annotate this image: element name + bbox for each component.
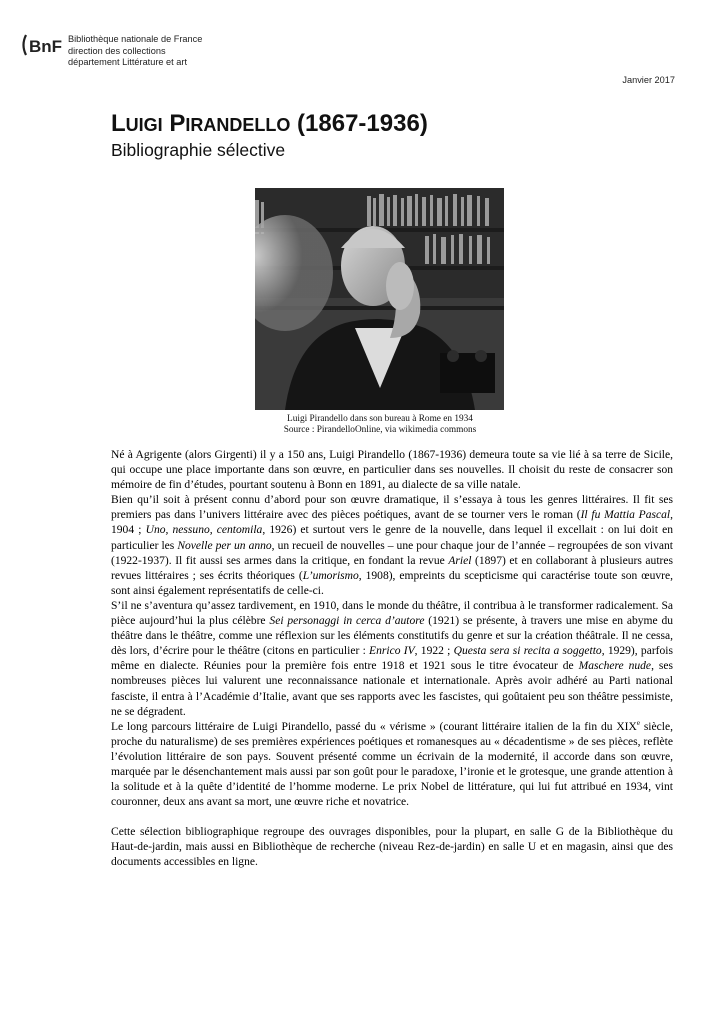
work-title: Novelle per un anno <box>177 539 272 552</box>
biography-text <box>111 448 673 871</box>
bnf-logo <box>20 32 66 58</box>
caption-source: Source : PirandelloOnline, via wikimedia commons <box>283 425 477 435</box>
paragraph-literary-career: Bien qu’il soit à présent connu d’abord pour son œuvre dramatique, il s’essaya à tous les genres littéraires. Il fit ses premiers pas dans l’univers littéraire avec des pièces poétiques, avant de se tourner vers le roman (Il fu Mattia Pascal, 1904 ; Uno, nessuno, centomila, 1926) et surtout vers le genre de la nouvelle, dans lequel il excellait : on lui doit en particulier les Novelle per un anno, un recueil de nouvelles – une pour chaque jour de l’année – regroupées de son vivant (1922-1937). Il fit aussi ses armes dans la critique, en fondant la revue Ariel (1897) et en collaborant à plusieurs autres revues littéraires ; ses écrits théoriques (L’umorismo, 1908), empreints du scepticisme qui caractérise toute son œuvre, sont ainsi également représentatifs de celle-ci. <box>111 494 673 597</box>
paragraph-selection-info: Cette sélection bibliographique regroupe des ouvrages disponibles, pour la plupart, en salle G de la Bibliothèque du Haut-de-jardin, mais aussi en Bibliothèque de recherche (niveau Rez-de-jardin) en salle U et en magasin, ainsi que des documents accessibles en ligne. <box>111 826 673 869</box>
paragraph-theatre: S’il ne s’aventura qu’assez tardivement, en 1910, dans le monde du théâtre, il contribua à le transformer radicalement. Sa pièce aujourd’hui la plus célèbre Sei personaggi in cerca d’autore (1921) se présente, à travers une mise en abyme du théâtre dans le théâtre, comme une réflexion sur les éléments constitutifs du genre et sur la création théâtrale. Il ne cessa, dès lors, d’écrire pour le théâtre (citons en particulier : Enrico IV, 1922 ; Questa sera si recita a soggetto, 1929), parfois même en dialecte. Réunies pour la première fois entre 1918 et 1921 sous le titre évocateur de Maschere nude, ses nombreuses pièces lui valurent une reconnaissance nationale et internationale. Après avoir adhéré au Parti national fasciste, il entra à l’Académie d’Italie, avant que ses rapports avec les fascistes, qui goûtaient peu son théâtre pessimiste, ne se dégradent. <box>111 599 674 718</box>
document-date: Janvier 2017 <box>622 75 675 85</box>
paragraph-legacy: Le long parcours littéraire de Luigi Pirandello, passé du « vérisme » (courant littéraire italien de la fin du XIXe siècle, proche du naturalisme) de ses premières expériences poétiques et romanesques au « décadentisme » de ses pièces, reflète l’évolution littéraire de son pays. Souvent présenté comme un écrivain de la modernité, il accorde dans son œuvre, marquée par le désenchantement mais aussi par son goût pour le paradoxe, l’ironie et le grotesque, une grande attention à la solitude et à la quête d’identité de l’homme moderne. Le prix Nobel de littérature, qui lui fut attribué en 1934, vint couronner, deux ans avant sa mort, une œuvre riche et novatrice. <box>111 718 673 809</box>
author-photo <box>255 188 504 410</box>
institution-line: département Littérature et art <box>68 57 187 68</box>
institution-line: Bibliothèque nationale de France <box>68 34 203 44</box>
work-title: L’umorismo <box>302 569 359 582</box>
work-title: Questa sera si recita a soggetto <box>453 645 602 658</box>
page-subtitle: Bibliographie sélective <box>111 140 286 160</box>
work-title: Uno, nessuno, centomila <box>145 524 263 537</box>
paragraph-intro: Né à Agrigente (alors Girgenti) il y a 150 ans, Luigi Pirandello (1867-1936) demeura toute sa vie lié à sa terre de Sicile, qui occupe une place importante dans son œuvre, en particulier dans ses nouvelles. Il choisit du reste de consacrer son mémoire de fin d’études, pourtant soutenu à Bonn en 1891, au dialecte de sa ville natale. <box>111 449 673 492</box>
photo-caption <box>230 414 530 436</box>
work-title: Ariel <box>448 554 472 567</box>
work-title: Sei personaggi in cerca d’autore <box>269 615 425 628</box>
work-title: Maschere nude <box>578 660 652 673</box>
institution-line: direction des collections <box>68 45 166 56</box>
institution-block <box>68 34 202 69</box>
caption-line: Luigi Pirandello dans son bureau à Rome en 1934 <box>287 414 473 424</box>
work-title: Enrico IV <box>369 645 415 658</box>
work-title: Il fu Mattia Pascal <box>580 509 671 522</box>
page-title: LUIGI PIRANDELLO (1867-1936) <box>111 110 428 137</box>
logo-text: BnF <box>29 37 63 56</box>
